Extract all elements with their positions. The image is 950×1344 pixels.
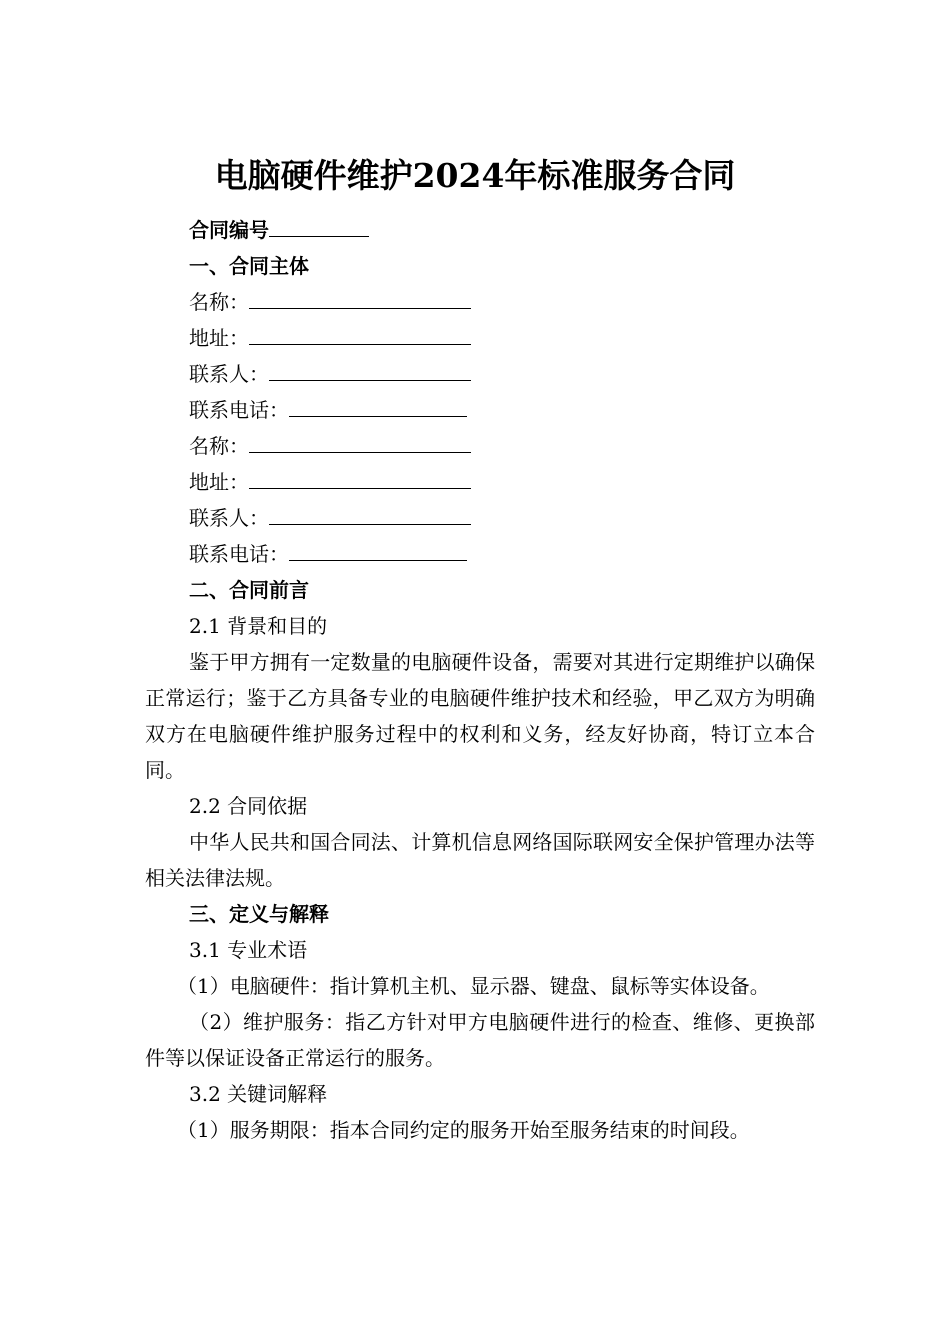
field-label: 名称： bbox=[189, 434, 249, 458]
contract-number-line bbox=[145, 212, 815, 248]
section-2-2-paragraph: 中华人民共和国合同法、计算机信息网络国际联网安全保护管理办法等相关法律法规。 bbox=[145, 830, 815, 890]
field-blank bbox=[249, 290, 471, 309]
section-3-1-heading: 3.1 专业术语 bbox=[189, 938, 308, 962]
party-b-phone-field bbox=[145, 536, 815, 572]
section-1-heading: 一、合同主体 bbox=[189, 254, 309, 278]
document-body bbox=[145, 212, 815, 1148]
field-blank bbox=[249, 470, 471, 489]
definition-item-1: （1）电脑硬件：指计算机主机、显示器、键盘、鼠标等实体设备。 bbox=[177, 974, 770, 998]
section-2-2-heading: 2.2 合同依据 bbox=[189, 794, 308, 818]
field-label: 联系人： bbox=[189, 362, 269, 386]
section-2-1-heading: 2.1 背景和目的 bbox=[189, 614, 328, 638]
field-blank bbox=[249, 434, 471, 453]
section-2-1-paragraph: 鉴于甲方拥有一定数量的电脑硬件设备，需要对其进行定期维护以确保正常运行；鉴于乙方具备专业的电脑硬件维护技术和经验，甲乙双方为明确双方在电脑硬件维护服务过程中的权利和义务，经友好协商，特订立本合同。 bbox=[145, 650, 815, 782]
party-a-address-field bbox=[145, 320, 815, 356]
party-b-name-field bbox=[145, 428, 815, 464]
field-label: 联系电话： bbox=[189, 542, 289, 566]
contract-number-blank bbox=[269, 218, 369, 237]
section-3-heading: 三、定义与解释 bbox=[189, 902, 329, 926]
section-2-heading: 二、合同前言 bbox=[189, 578, 309, 602]
party-b-address-field bbox=[145, 464, 815, 500]
party-a-phone-field bbox=[145, 392, 815, 428]
field-blank bbox=[269, 362, 471, 381]
document-title: 电脑硬件维护2024年标准服务合同 bbox=[214, 156, 736, 195]
field-label: 地址： bbox=[189, 326, 249, 350]
section-3-2-heading: 3.2 关键词解释 bbox=[189, 1082, 328, 1106]
definition-item-2: （2）维护服务：指乙方针对甲方电脑硬件进行的检查、维修、更换部件等以保证设备正常运行的服务。 bbox=[145, 1010, 815, 1070]
party-b-contact-field bbox=[145, 500, 815, 536]
party-a-contact-field bbox=[145, 356, 815, 392]
field-label: 联系电话： bbox=[189, 398, 289, 422]
field-blank bbox=[249, 326, 471, 345]
field-blank bbox=[269, 506, 471, 525]
field-blank bbox=[289, 398, 467, 417]
field-label: 联系人： bbox=[189, 506, 269, 530]
field-blank bbox=[289, 542, 467, 561]
field-label: 地址： bbox=[189, 470, 249, 494]
definition-item-3: （1）服务期限：指本合同约定的服务开始至服务结束的时间段。 bbox=[177, 1118, 750, 1142]
party-a-name-field bbox=[145, 284, 815, 320]
contract-number-label: 合同编号 bbox=[189, 218, 269, 242]
field-label: 名称： bbox=[189, 290, 249, 314]
